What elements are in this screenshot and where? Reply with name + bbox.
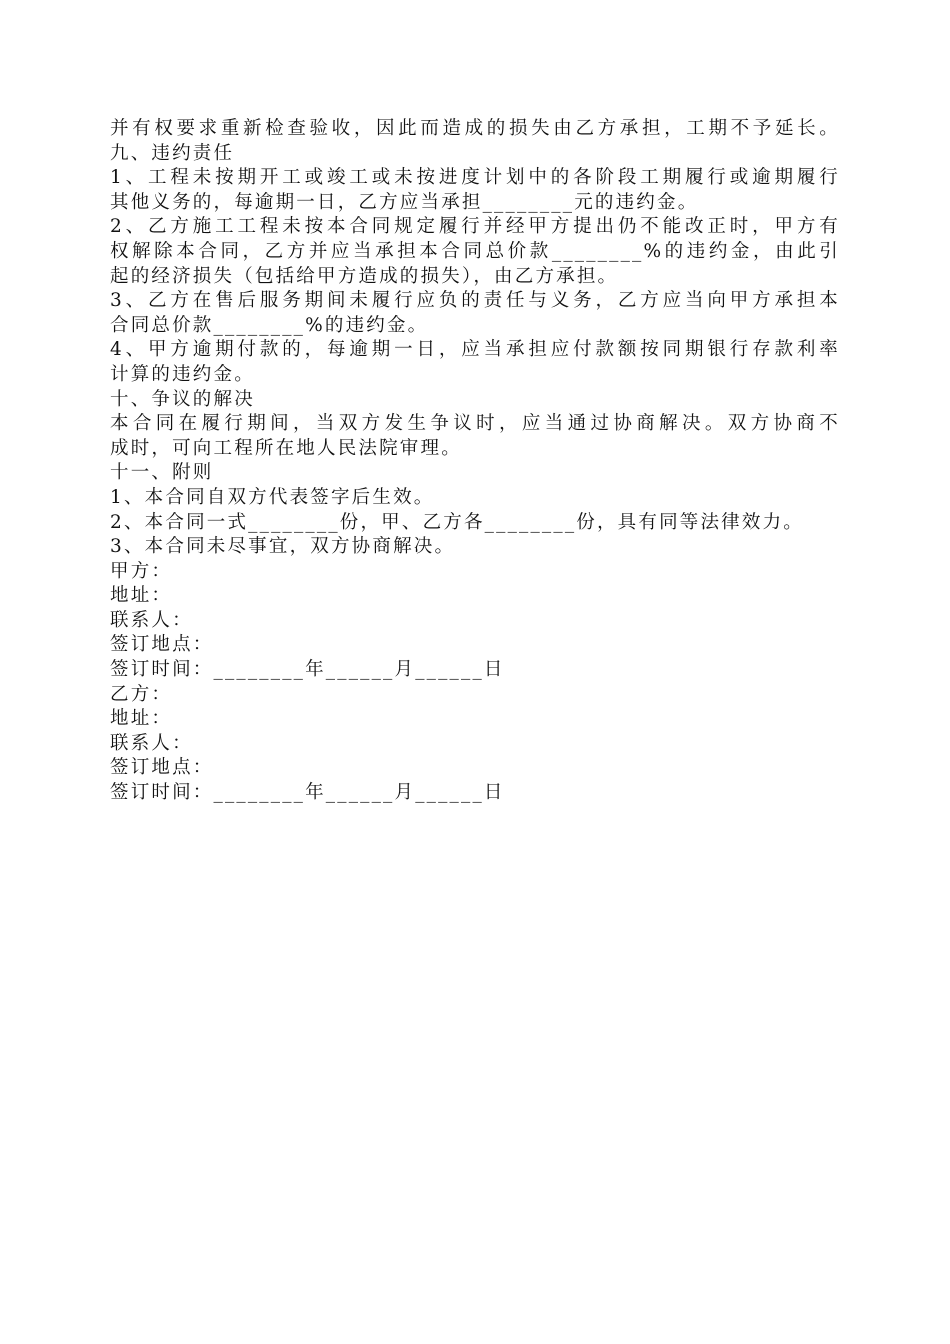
text-line: 本合同在履行期间，当双方发生争议时，应当通过协商解决。双方协商不 bbox=[110, 413, 840, 435]
party-b-signing-date-label: 签订时间：________年______月______日 bbox=[110, 782, 505, 804]
text-line: 4、甲方逾期付款的，每逾期一日，应当承担应付款额按同期银行存款利率 bbox=[110, 339, 840, 361]
text-line: 起的经济损失（包括给甲方造成的损失），由乙方承担。 bbox=[110, 265, 619, 287]
party-b-address-label: 地址： bbox=[110, 708, 173, 730]
document-body bbox=[110, 117, 840, 806]
text-line: 并有权要求重新检查验收，因此而造成的损失由乙方承担，工期不予延长。 bbox=[110, 118, 840, 139]
text-line: 计算的违约金。 bbox=[110, 363, 255, 385]
party-b-contact-label: 联系人： bbox=[110, 732, 193, 754]
party-a-contact-label: 联系人： bbox=[110, 609, 193, 631]
party-a-address-label: 地址： bbox=[110, 585, 173, 607]
text-line: 权解除本合同，乙方并应当承担本合同总价款________%的违约金，由此引 bbox=[110, 240, 840, 262]
text-line: 合同总价款________%的违约金。 bbox=[110, 314, 429, 336]
text-line: 2、本合同一式________份，甲、乙方各________份，具有同等法律效力。 bbox=[110, 511, 804, 533]
party-a-signing-place-label: 签订地点： bbox=[110, 634, 214, 656]
section-heading-dispute: 十、争议的解决 bbox=[110, 388, 255, 410]
party-b-label: 乙方： bbox=[110, 683, 173, 705]
text-line: 3、乙方在售后服务期间未履行应负的责任与义务，乙方应当向甲方承担本 bbox=[110, 290, 840, 312]
party-a-signing-date-label: 签订时间：________年______月______日 bbox=[110, 659, 505, 681]
text-line: 2、乙方施工工程未按本合同规定履行并经甲方提出仍不能改正时，甲方有 bbox=[110, 216, 840, 238]
section-heading-breach: 九、违约责任 bbox=[110, 142, 235, 164]
text-line: 其他义务的，每逾期一日，乙方应当承担________元的违约金。 bbox=[110, 191, 699, 213]
text-line: 3、本合同未尽事宜，双方协商解决。 bbox=[110, 536, 456, 558]
section-heading-appendix: 十一、附则 bbox=[110, 462, 214, 484]
party-b-signing-place-label: 签订地点： bbox=[110, 757, 214, 779]
text-line: 成时，可向工程所在地人民法院审理。 bbox=[110, 437, 462, 459]
party-a-label: 甲方： bbox=[110, 560, 173, 582]
text-line: 1、工程未按期开工或竣工或未按进度计划中的各阶段工期履行或逾期履行 bbox=[110, 167, 840, 189]
text-line: 1、本合同自双方代表签字后生效。 bbox=[110, 486, 435, 508]
